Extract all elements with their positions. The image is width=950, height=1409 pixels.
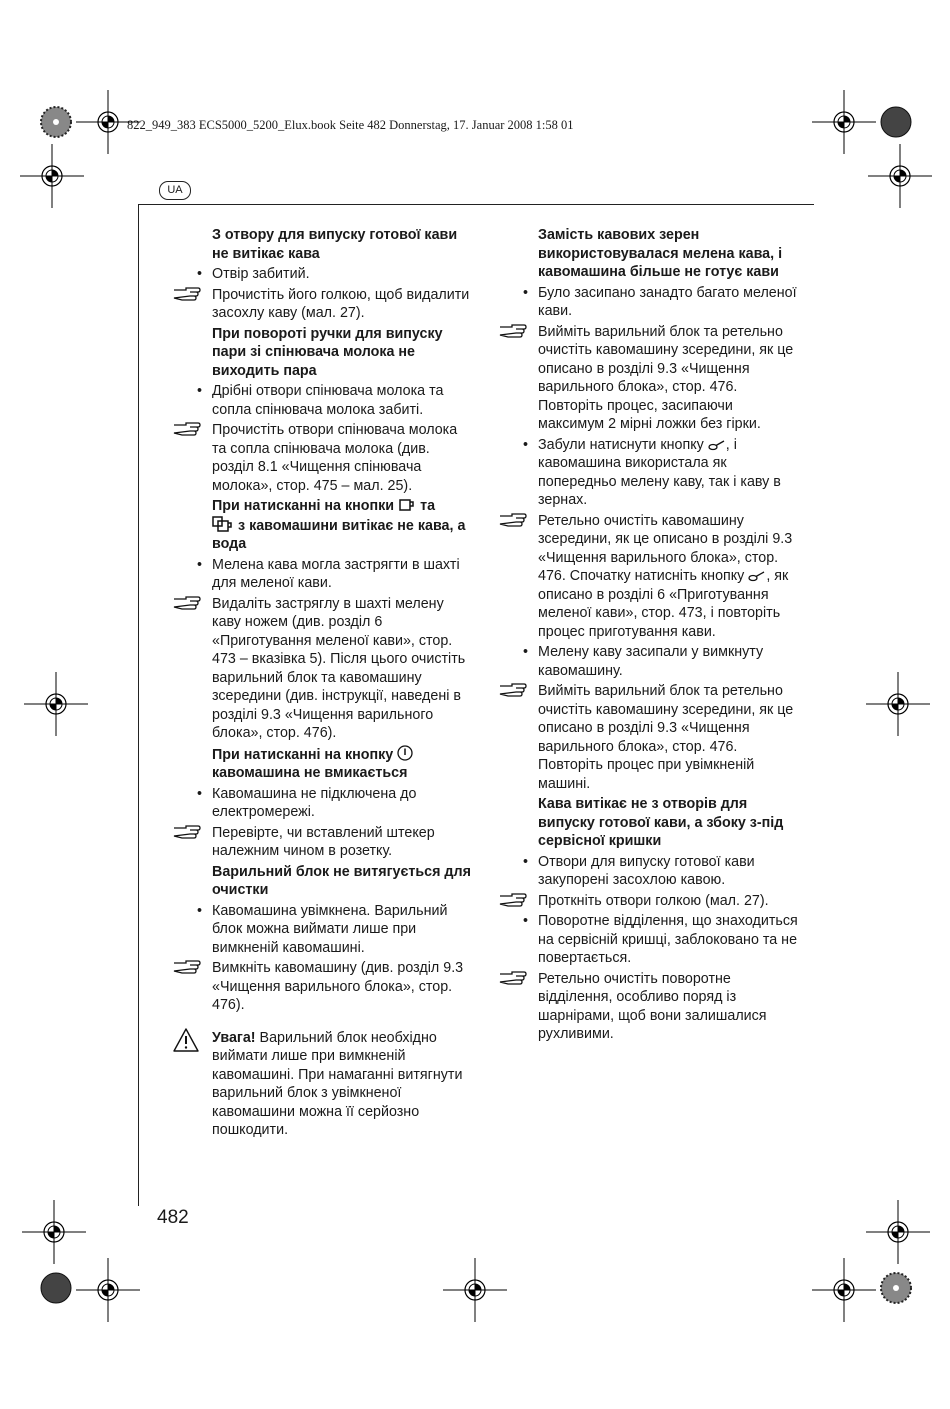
remedy-item xyxy=(498,892,802,911)
pointing-hand-icon xyxy=(498,892,528,908)
pointing-hand-icon xyxy=(498,512,528,528)
heading-machine-not-on xyxy=(172,745,472,783)
heading-no-steam: При повороті ручки для випуску пари зі спінювача молока не виходить пара xyxy=(212,325,443,379)
left-margin-rule xyxy=(138,204,139,1206)
pointing-hand-icon xyxy=(172,959,202,975)
cause-item: • Дрібні отвори спінювача молока та сопла спінювача молока забиті. xyxy=(172,382,472,419)
cause-item: • Поворотне відділення, що знаходиться на сервісній кришці, заблоковано та не повертається. xyxy=(498,912,802,968)
starburst-dot-top-right xyxy=(880,106,912,138)
heading-part: та xyxy=(420,498,436,514)
pointing-hand-icon xyxy=(172,595,202,611)
heading-part: При натисканні на кнопку xyxy=(212,746,394,763)
power-button-icon xyxy=(397,745,413,761)
registration-mark-upper-left xyxy=(20,144,84,208)
registration-mark-top-right xyxy=(812,90,876,154)
heading-brew-unit-stuck: Варильний блок не витягується для очистки xyxy=(212,863,471,898)
remedy-text: , як описано в розділі 6 «Приготування меленої кави», стор. 473, і повторіть процес приготування кави. xyxy=(538,568,789,640)
remedy-text: Проткніть отвори голкою (мал. 27). xyxy=(538,892,769,909)
cause-item: • Кавомашина увімкнена. Варильний блок можна виймати лише при вимкненій кавомашині. xyxy=(172,902,472,958)
cause-item: • Було засипано занадто багато меленої кави. xyxy=(498,284,802,321)
remedy-text: Вийміть варильний блок та ретельно очистіть кавомашину зсередини, як це описано в розділі 9.3 «Чищення варильного блока», стор. 476. Повторіть процес, засипаючи максимум 2 мірні ложки без гірки. xyxy=(538,323,794,432)
pointing-hand-icon xyxy=(498,682,528,698)
heading-coffee-leaks-side: Кава витікає не з отворів для випуску готової кави, а збоку з-під сервісної кришки xyxy=(538,796,784,849)
heading-water-instead-coffee xyxy=(172,497,472,554)
warning-label: Увага! xyxy=(212,1029,256,1046)
warning-triangle-icon xyxy=(172,1027,200,1053)
cause-item: • Мелену каву засипали у вимкнуту кавомашину. xyxy=(498,643,802,680)
heading-part: з кавомашини витікає не кава, а вода xyxy=(212,517,466,552)
registration-mark-bottom-right xyxy=(812,1258,876,1322)
registration-mark-middle-left xyxy=(24,672,88,736)
starburst-dot-bottom-right xyxy=(880,1272,912,1304)
warning-note xyxy=(172,1029,472,1140)
registration-mark-top-left xyxy=(76,90,140,154)
registration-mark-bottom-left xyxy=(76,1258,140,1322)
single-cup-icon xyxy=(398,498,416,512)
remedy-text: Видаліть застряглу в шахті мелену каву ножем (див. розділ 6 «Приготування меленої кави», стор. 473 – вказівка 5). Після цього очистіть варильний блок та кавомашину зсередини (див. інструкції, наведені в розділі 9.3 «Чищення варильного блока», стор. 476). xyxy=(212,595,466,741)
starburst-dot-bottom-left xyxy=(40,1272,72,1304)
remedy-item xyxy=(498,970,802,1044)
warning-text: Варильний блок необхідно виймати лише при вимкненій кавомашині. При намаганні витягнути варильний блок з увімкненої кавомашини можна її серйозно пошкодити. xyxy=(212,1029,463,1138)
registration-mark-lower-right xyxy=(866,1200,930,1264)
remedy-text: Прочистіть його голкою, щоб видалити засохлу каву (мал. 27). xyxy=(212,286,470,321)
cause-item xyxy=(498,436,802,510)
cause-text: , і кавомашина використала як попередньо мелену каву, так і каву в зернах. xyxy=(538,436,781,508)
cause-text: Забули натиснути кнопку xyxy=(538,436,704,453)
cause-item: • Кавомашина не підключена до електромережі. xyxy=(172,785,472,822)
remedy-item xyxy=(172,286,472,323)
pointing-hand-icon xyxy=(498,970,528,986)
cause-item: • Отвір забитий. xyxy=(172,265,472,284)
remedy-item xyxy=(172,595,472,743)
registration-mark-lower-left xyxy=(22,1200,86,1264)
left-column xyxy=(172,226,472,1140)
ground-coffee-spoon-icon xyxy=(748,570,766,582)
right-column xyxy=(498,226,802,1046)
heading-no-coffee: З отвору для випуску готової кави не витікає кава xyxy=(212,227,458,262)
remedy-text: Прочистіть отвори спінювача молока та сопла спінювача молока (див. розділ 8.1 «Чищення спінювача молока», стор. 475 – мал. 25). xyxy=(212,422,458,494)
remedy-item xyxy=(498,323,802,434)
remedy-text: Ретельно очистіть поворотне відділення, особливо поряд із шарнірами, щоб вони залишалися рухливими. xyxy=(538,970,767,1042)
ground-coffee-spoon-icon xyxy=(708,439,726,451)
heading-part: кавомашина не вмикається xyxy=(212,765,408,781)
remedy-item xyxy=(172,824,472,861)
pointing-hand-icon xyxy=(172,286,202,302)
pointing-hand-icon xyxy=(172,824,202,840)
remedy-item xyxy=(172,421,472,495)
registration-mark-upper-right xyxy=(868,144,932,208)
double-cup-icon xyxy=(212,516,234,532)
remedy-text: Вийміть варильний блок та ретельно очистіть кавомашину зсередини, як це описано в розділі 9.3 «Чищення варильного блока», стор. 476. Повторіть процес при увімкненій машині. xyxy=(538,683,794,792)
pointing-hand-icon xyxy=(172,421,202,437)
starburst-dot-top-left xyxy=(40,106,72,138)
heading-ground-coffee-used: Замість кавових зерен використовувалася мелена кава, і кавомашина більше не готує кави xyxy=(538,227,783,280)
cause-item: • Отвори для випуску готової кави закупорені засохлою кавою. xyxy=(498,853,802,890)
heading-part: При натисканні на кнопки xyxy=(212,498,395,514)
remedy-text: Перевірте, чи вставлений штекер належним чином в розетку. xyxy=(212,824,435,859)
remedy-item xyxy=(498,682,802,793)
print-header: 822_949_383 ECS5000_5200_Elux.book Seite 482 Donnerstag, 17. Januar 2008 1:58 01 xyxy=(127,118,574,132)
remedy-text: Ретельно очистіть кавомашину зсередини, як це описано в розділі 9.3 «Чищення варильного блока», стор. 476. Спочатку натисніть кнопку xyxy=(538,512,793,584)
remedy-text: Вимкніть кавомашину (див. розділ 9.3 «Чищення варильного блока», стор. 476). xyxy=(212,960,464,1013)
registration-mark-bottom-center xyxy=(443,1258,507,1322)
pointing-hand-icon xyxy=(498,323,528,339)
remedy-item xyxy=(172,959,472,1015)
cause-item: • Мелена кава могла застрягти в шахті для меленої кави. xyxy=(172,556,472,593)
remedy-item xyxy=(498,512,802,642)
top-rule xyxy=(138,204,814,205)
page-number: 482 xyxy=(157,1207,189,1228)
registration-mark-middle-right xyxy=(866,672,930,736)
language-badge: UA xyxy=(159,181,191,200)
